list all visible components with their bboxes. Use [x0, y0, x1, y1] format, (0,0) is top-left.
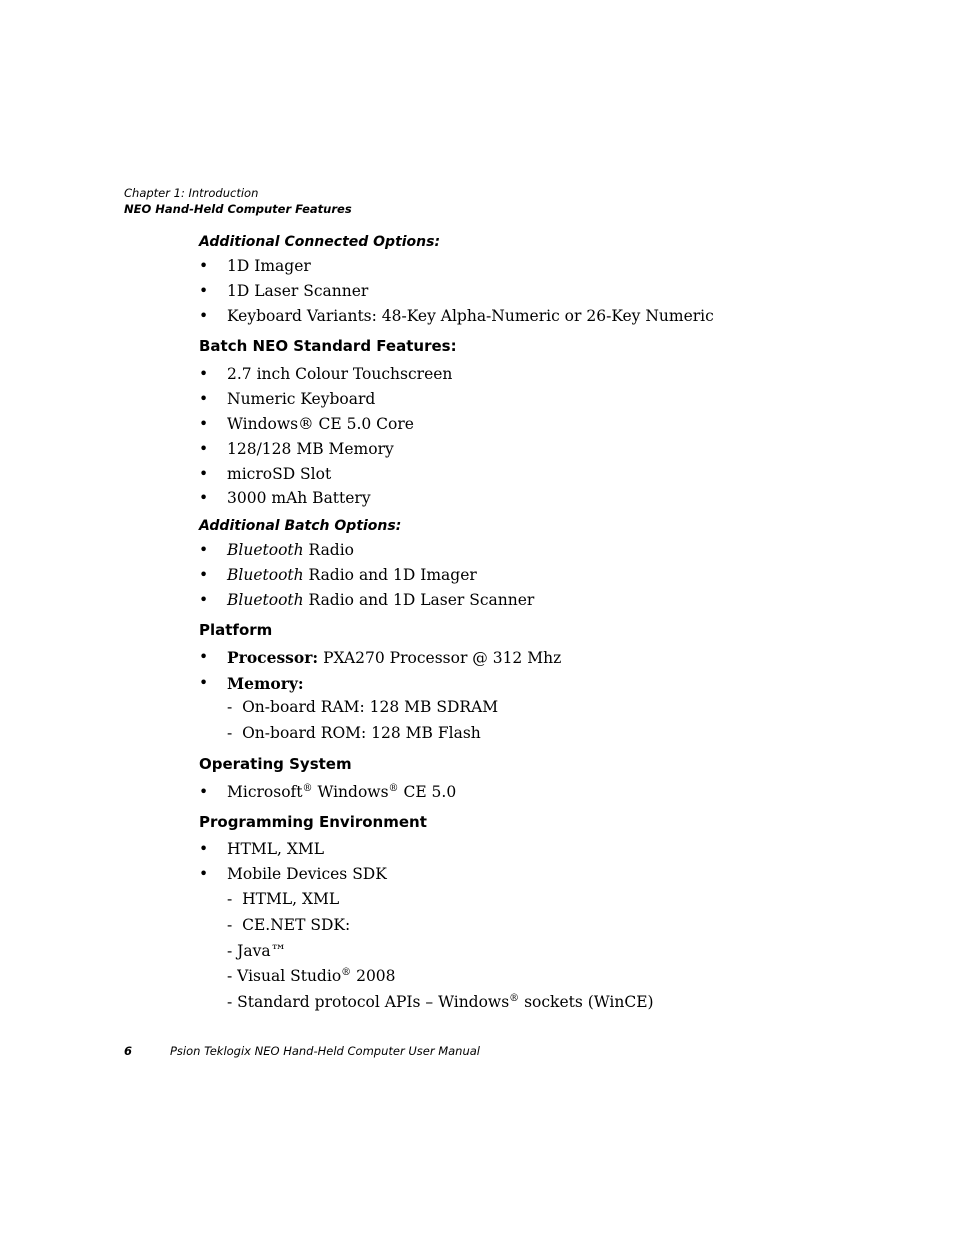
sub-list-item-visual-studio: - Visual Studio® 2008	[227, 967, 396, 985]
sub-list-item-java: - Java™	[227, 942, 287, 960]
batch-options-heading: Additional Batch Options:	[199, 518, 402, 534]
running-header-chapter: Chapter 1: Introduction	[124, 186, 259, 200]
sub-list-item: - CE.NET SDK:	[227, 916, 351, 934]
platform-heading: Platform	[199, 621, 273, 639]
batch-standard-heading: Batch NEO Standard Features:	[199, 337, 457, 355]
sub-list-item: - On-board RAM: 128 MB SDRAM	[227, 698, 499, 716]
sub-list-item: - On-board ROM: 128 MB Flash	[227, 724, 481, 742]
os-heading: Operating System	[199, 755, 352, 773]
running-header-section: NEO Hand-Held Computer Features	[124, 202, 352, 216]
sub-list-item: - HTML, XML	[227, 890, 340, 908]
connected-options-heading: Additional Connected Options:	[199, 234, 441, 250]
page-number: 6	[124, 1044, 133, 1058]
footer-title: Psion Teklogix NEO Hand-Held Computer User Manual	[170, 1044, 480, 1058]
sub-list-item-apis: - Standard protocol APIs – Windows® sockets (WinCE)	[227, 993, 654, 1011]
programming-heading: Programming Environment	[199, 813, 427, 831]
